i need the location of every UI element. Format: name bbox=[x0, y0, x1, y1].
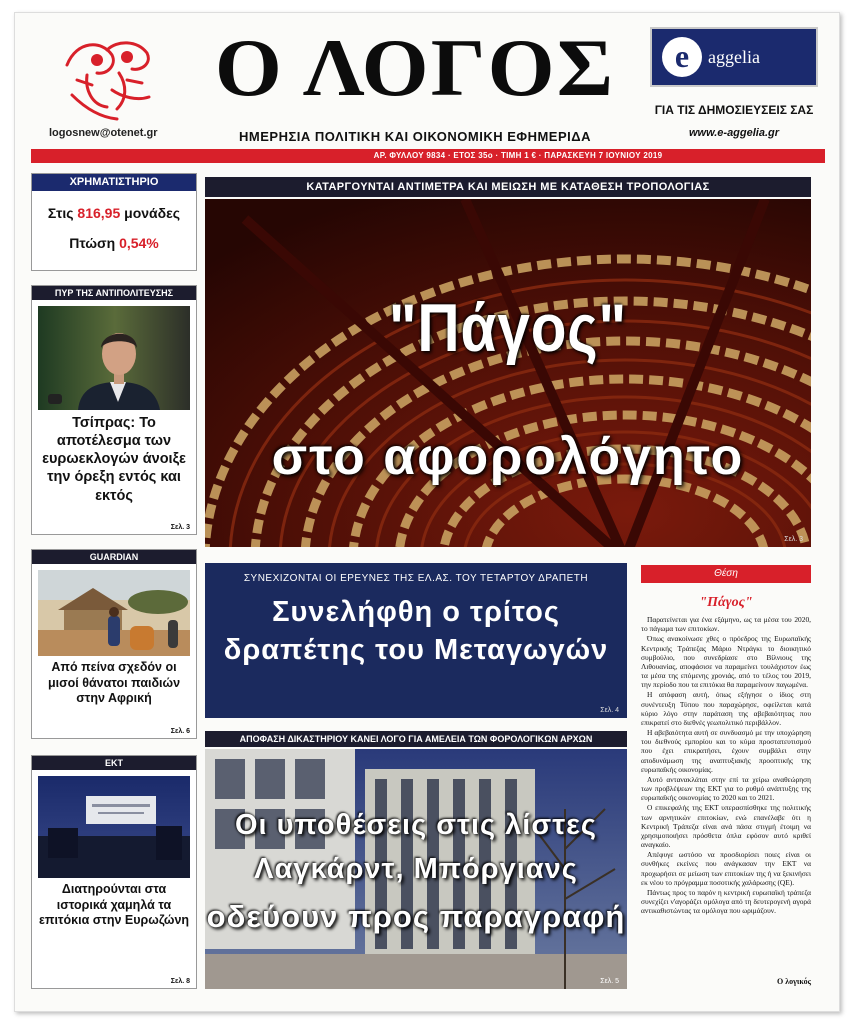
sidebar-story-header: GUARDIAN bbox=[32, 550, 196, 564]
sidebar-story-guardian[interactable] bbox=[31, 549, 197, 739]
stock-change-value: 0,54% bbox=[119, 235, 159, 251]
editorial-title: "Πάγος" bbox=[699, 595, 753, 610]
story-lists[interactable] bbox=[205, 749, 627, 989]
tsipras-photo bbox=[38, 306, 190, 410]
lead-headline-line-1: "Πάγος" bbox=[388, 290, 628, 366]
sidebar-story-ekt[interactable] bbox=[31, 755, 197, 989]
editorial-paragraph: Αυτό αντανακλάται στην επί τα χείρω αναθεώρηση των προβλέψεων της ΕΚΤ για το ρυθμό ανάπτυξης της ευρωπαϊκής οικονομίας το 2020 και το 2021. bbox=[641, 774, 811, 803]
e-aggelia-logo-word: aggelia bbox=[708, 47, 760, 67]
issue-info-bar: ΑΡ. ΦΥΛΛΟΥ 9834 · ΕΤΟΣ 35ο · ΤΙΜΗ 1 € · ΠΑΡΑΣΚΕΥΗ 7 ΙΟΥΝΙΟΥ 2019 bbox=[31, 149, 825, 163]
sidebar-story-headline: Διατηρούνται στα ιστορικά χαμηλά τα επιτόκια στην Ευρωζώνη bbox=[38, 882, 190, 928]
stock-index-line bbox=[32, 205, 196, 221]
editorial-paragraph: Ο επικεφαλής της ΕΚΤ υπερασπίσθηκε της πολιτικής των αρνητικών επιτοκίων, ενώ επανέλαβε ότι η Κεντρική Τράπεζα είναι ανά πάσα στιγμή έτοιμη να χρησιμοποιήσει πρόσθετα όπλα εφόσον αυτό κριθεί αναγκαίο. bbox=[641, 803, 811, 850]
parliament-photo bbox=[205, 199, 811, 547]
e-aggelia-ad[interactable] bbox=[650, 27, 818, 87]
sidebar-story-headline: Τσίπρας: Το αποτέλεσμα των ευρωεκλογών άνοιξε την όρεξη εντός και εκτός bbox=[42, 415, 186, 504]
story-lists-headline-line-2: Λαγκάρντ, Μπόργιανς bbox=[254, 853, 578, 885]
story-fugitive[interactable] bbox=[205, 563, 627, 718]
sidebar-story-header: ΕΚΤ bbox=[32, 756, 196, 770]
editorial-paragraph: Όπως ανακοίνωσε χθες ο πρόεδρος της Ευρωπαϊκής Κεντρικής Τράπεζας Μάριο Ντράγκι το διοικητικό συμβούλιο, που συνεδρίασε στο Βίλνιους της Λιθουανίας, αποφάσισε να παραμείνει τουλάχιστον έως τα μέσα της επόμενης χρονιάς, από το τέλος του 2019, την περίοδο που τα επιτόκια θα παραμείνουν παγωμένα. bbox=[641, 634, 811, 690]
story-fugitive-headline-line-2: δραπέτης του Μεταγωγών bbox=[223, 633, 609, 666]
page-reference: Σελ. 4 bbox=[600, 707, 619, 714]
story-fugitive-headline-line-1: Συνελήφθη ο τρίτος bbox=[272, 596, 560, 628]
lead-story[interactable] bbox=[205, 199, 811, 547]
contact-email[interactable]: logosnew@otenet.gr bbox=[49, 127, 158, 139]
sidebar-story-header: ΠΥΡ ΤΗΣ ΑΝΤΙΠΟΛΙΤΕΥΣΗΣ bbox=[32, 286, 196, 300]
stock-change-line bbox=[32, 235, 196, 251]
ecb-building-photo bbox=[38, 776, 190, 878]
editorial-paragraph: Πάντως προς το παρόν η κεντρική ευρωπαϊκή τράπεζα συνεχίζει ν'αγοράζει ομόλογα από τη δευτερογενή αγορά αντικαθιστώντας τα ομόλογα που ωριμάζουν. bbox=[641, 887, 811, 916]
editorial-paragraph: Παρατείνεται για ένα εξάμηνο, ως τα μέσα του 2020, το πάγωμα των επιτοκίων. bbox=[641, 615, 811, 634]
newspaper-title: Ο ΛΟΓΟΣ bbox=[214, 22, 616, 113]
story-lists-headline-line-3: οδεύουν προς παραγραφή bbox=[206, 899, 626, 934]
sidebar-story-tsipras[interactable] bbox=[31, 285, 197, 535]
story-fugitive-kicker: ΣΥΝΕΧΙΖΟΝΤΑΙ ΟΙ ΕΡΕΥΝΕΣ ΤΗΣ ΕΛ.ΑΣ. ΤΟΥ ΤΕΤΑΡΤΟΥ ΔΡΑΠΕΤΗ bbox=[243, 573, 589, 584]
page-reference: Σελ. 3 bbox=[784, 536, 803, 543]
stock-index-suffix: μονάδες bbox=[120, 205, 181, 221]
newspaper-front-page bbox=[14, 12, 840, 1012]
newspaper-subtitle: ΗΜΕΡΗΣΙΑ ΠΟΛΙΤΙΚΗ ΚΑΙ ΟΙΚΟΝΟΜΙΚΗ ΕΦΗΜΕΡΙΔΑ bbox=[239, 129, 591, 144]
editorial-paragraph: Η απόφαση αυτή, όπως εξήγησε ο ίδιος στη συνέντευξη Τύπου που παραχώρησε, οφείλεται κατά κύριο λόγο στην παράταση της αβεβαιότητας που επικρατεί στο διεθνές γεωπολιτικό περιβάλλον. bbox=[641, 690, 811, 727]
stock-market-box bbox=[31, 173, 197, 271]
africa-village-photo bbox=[38, 570, 190, 656]
story-lists-headline-line-1: Οι υποθέσεις στις λίστες bbox=[234, 809, 597, 841]
stock-index-prefix: Στις bbox=[47, 205, 78, 221]
editorial-body bbox=[641, 615, 811, 975]
ancient-figures-logo-icon bbox=[57, 35, 157, 125]
lead-story-kicker: ΚΑΤΑΡΓΟΥΝΤΑΙ ΑΝΤΙΜΕΤΡΑ ΚΑΙ ΜΕΙΩΣΗ ΜΕ ΚΑΤΑΘΕΣΗ ΤΡΟΠΟΛΟΓΙΑΣ bbox=[205, 177, 811, 197]
lead-headline-line-2: στο αφορολόγητο bbox=[271, 428, 745, 486]
editorial-paragraph: Η αβεβαιότητα αυτή σε συνδυασμό με την υποχώρηση του διεθνούς εμπορίου και το κύμα προστατευτισμού που έχει επικρατήσει, έχουν συμβάλει στην αποδυνάμωση της αναπτυξιακής προοπτικής της ευρωπαϊκής οικονομίας. bbox=[641, 728, 811, 774]
e-aggelia-tagline: ΓΙΑ ΤΙΣ ΔΗΜΟΣΙΕΥΣΕΙΣ ΣΑΣ bbox=[654, 103, 814, 117]
stock-index-value: 816,95 bbox=[77, 205, 121, 221]
e-aggelia-url[interactable]: www.e-aggelia.gr bbox=[688, 127, 780, 139]
page-reference: Σελ. 5 bbox=[600, 978, 619, 985]
stock-change-prefix: Πτώση bbox=[69, 235, 120, 251]
editorial-paragraph: Απέφυγε ωστόσο να προσδιορίσει ποιες είναι οι συνθήκες εκείνες που ανάγκασαν την ΕΚΤ να προχωρήσει σε μείωση των επιτοκίων της ή να ξεκινήσει εκ νέου το πρόγραμμα ποσοτικής χαλάρωσης (QE). bbox=[641, 850, 811, 887]
sidebar-story-headline: Από πείνα σχεδόν οι μισοί θάνατοι παιδιών στην Αφρική bbox=[47, 660, 181, 706]
editorial-tag: Θέση bbox=[641, 565, 811, 583]
stock-market-header: ΧΡΗΜΑΤΙΣΤΗΡΙΟ bbox=[32, 174, 196, 191]
story-lists-kicker: ΑΠΟΦΑΣΗ ΔΙΚΑΣΤΗΡΙΟΥ ΚΑΝΕΙ ΛΟΓΟ ΓΙΑ ΑΜΕΛΕΙΑ ΤΩΝ ΦΟΡΟΛΟΓΙΚΩΝ ΑΡΧΩΝ bbox=[205, 731, 627, 747]
page-reference: Σελ. 6 bbox=[170, 728, 190, 735]
page-reference: Σελ. 8 bbox=[170, 978, 190, 985]
page-reference: Σελ. 3 bbox=[170, 524, 190, 531]
e-aggelia-logo-icon: e bbox=[662, 37, 702, 77]
editorial-signature: Ο λογικός bbox=[777, 977, 811, 986]
